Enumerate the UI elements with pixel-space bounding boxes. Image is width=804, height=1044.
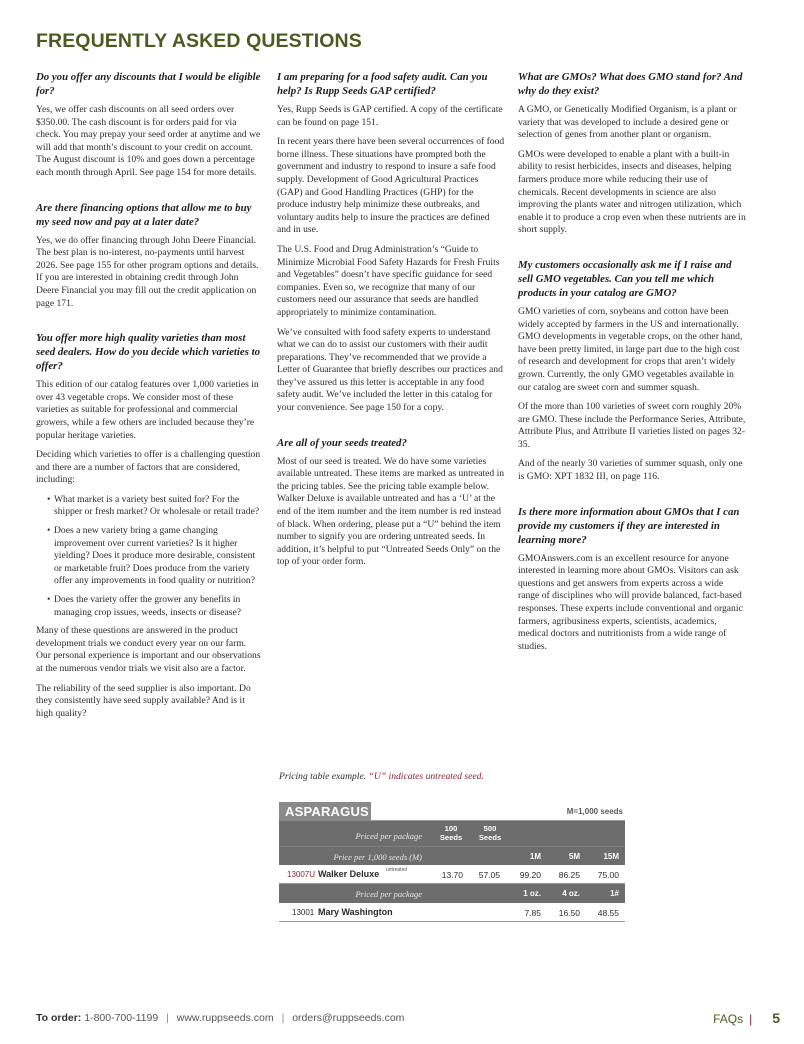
answer-varieties-1: This edition of our catalog features over 1,000 varieties in over 43 vegetable crops. We consider most of these varieties as suitable for professional and commercial growers, while a few others are included because they’re popular heritage varieties. [36,379,259,441]
list-item: • What market is a variety best suited for? For the shipper or fresh market? Or wholesale or retail trade? [48,494,262,519]
table-row [279,821,625,846]
caption-lead: Pricing table example. [279,771,367,782]
question-varieties: You offer more high quality varieties than most seed dealers. How do you decide which varieties to offer? [36,332,261,373]
faq-column-1 [36,70,262,727]
column-header-4oz: 4 oz. [562,889,580,898]
pkg-100-label: 100 [444,824,458,833]
section-label: FAQs [713,1012,744,1026]
price-per-1000-label: Price per 1,000 seeds (M) [333,852,422,862]
answer-gmo-info: GMOAnswers.com is an excellent resource for anyone interested in learning more about GMOs. Visitors can ask questions and get answers from experts across a wide range of disciplines who will provide balanced, fact-based responses. These experts include conventional and organic farmers, agribusiness experts, scientists, academics, medical doctors and nutritionists from a wide range of studies. [518,552,743,652]
priced-per-package-label: Priced per package [355,831,422,841]
variety-name: Walker Deluxe [318,869,380,879]
unit-note: M=1,000 seeds [566,807,623,816]
to-order-label: To order: [36,1012,82,1024]
table-row [279,846,625,865]
answer-varieties-4: The reliability of the seed supplier is also important. Do they consistently have seed supply available? And is it high quality? [36,682,251,719]
price-4oz: 16.50 [558,908,580,918]
caption-note: “U” indicates untreated seed. [368,771,484,782]
column-header-1lb: 1# [610,889,619,898]
table-header [279,802,625,821]
question-discounts: Do you offer any discounts that I would be eligible for? [36,71,261,97]
pricing-table-caption [279,771,484,782]
answer-financing: Yes, we do offer financing through John Deere Financial. The best plan is no-interest, no-payments until harvest 2026. See page 155 for other program options and details. If you are interested in obtaining credit through John Deere Financial you may fill out the credit application on page 171. [36,234,259,309]
untreated-tag: untreated [386,867,408,873]
column-header-5m: 5M [568,852,580,861]
email-link[interactable]: orders@ruppseeds.com [292,1012,405,1024]
column-header-1m: 1M [529,852,541,861]
price-1oz: 7.85 [524,908,541,918]
item-number: 13001 [292,908,315,917]
answer-varieties-2: Deciding which varieties to offer is a challenging question and there are a number of factors that are considered, including: [36,449,261,486]
answer-treated: Most of our seed is treated. We do have some varieties available untreated. These items are marked as untreated in the pricing tables. See the pricing table example below. Walker Deluxe is available untreated and has a ‘U’ at the end of the item number and the item number is red instead of black. When ordering, please put a “U” behind the item number to signify you are ordering untreated seeds. In addition, it’s helpful to put “Untreated Seeds Only” on the top of your order form. [277,455,505,568]
column-header-500-seeds [475,824,505,842]
phone-number[interactable]: 1-800-700-1199 [84,1012,159,1024]
table-row [279,884,625,903]
answer-food-safety-4: We’ve consulted with food safety experts to understand what we can do to assist our customers with their audit preparations. They’ve recommended that we provide a Letter of Guarantee that briefly describes our practices and they’ve assured us this letter is acceptable in any food safety audit. We’ve included the letter in this catalog for your convenience. See page 150 for a copy. [277,326,503,414]
faq-column-2 [277,70,505,576]
pricing-table [279,802,625,922]
question-financing: Are there financing options that allow me to buy my seed now and pay at a later date? [36,201,252,228]
answer-gmo-definition-2: GMOs were developed to enable a plant with a built-in ability to resist herbicides, insects and diseases, helping farmers produce more while reducing their use of chemicals. Recent developments in science are also improving the plants water and nitrogen utilization, which enable it to produce a crop even when these nutrients are in short supply. [518,148,746,236]
answer-varieties-3: Many of these questions are answered in the product development trials we conduct every year on our farm. Our personal experience is important and our observations at the numerous vendor trials we visit also are a factor. [36,625,261,674]
list-item: • Does a new variety bring a game changing improvement over current varieties? Is it higher yielding? Does it produce more desirable, consistent or marketable fruit? Does produce from the variety offer any improvements in food quality or nutrition? [48,525,262,588]
priced-per-package-label: Priced per package [355,889,422,899]
crop-name: ASPARAGUS [279,802,371,821]
price-1lb: 48.55 [597,908,619,918]
seeds-label: Seeds [478,833,502,842]
question-gmo-info: Is there more information about GMOs that I can provide my customers if they are interested in learning more? [518,505,740,546]
page-footer: To order: 1-800-700-1199 | www.ruppseeds.com | orders@ruppseeds.com [36,1012,405,1024]
item-number: 13007U [287,870,316,879]
seeds-label: Seeds [439,833,463,842]
column-header-100-seeds [436,824,466,842]
column-header-15m: 15M [603,852,619,861]
price-5m: 86.25 [558,870,580,880]
answer-gmo-products-2: Of the more than 100 varieties of sweet corn roughly 20% are GMO. These include the Performance Series, Attribute, Attribute Plus, and Attribute II varieties listed on pages 32-35. [518,401,746,450]
table-row [279,865,625,884]
price-15m: 75.00 [597,870,619,880]
answer-gmo-products-3: And of the nearly 30 varieties of summer squash, only one is GMO: XPT 1832 III, on page 116. [518,458,743,483]
question-gmo-products: My customers occasionally ask me if I raise and sell GMO vegetables. Can you tell me which products in your catalog are GMO? [518,258,732,299]
pkg-500-label: 500 [483,824,497,833]
answer-gmo-products-1: GMO varieties of corn, soybeans and cotton have been widely accepted by farmers in the US and internationally. GMO developments in vegetable crops, on the other hand, have been pretty limited, in large part due to the high cost of research and development for crops that aren’t widely grown. Currently, the only GMO vegetables available in our catalog are sweet corn and summer squash. [518,305,743,393]
factor-list [48,494,262,619]
question-food-safety: I am preparing for a food safety audit. Can you help? Is Rupp Seeds GAP certified? [277,71,488,97]
page-number: 5 [772,1010,780,1026]
price-500: 57.05 [478,870,500,880]
price-100: 13.70 [441,870,463,880]
question-treated: Are all of your seeds treated? [277,436,407,449]
price-1m: 99.20 [519,870,541,880]
answer-food-safety-2: In recent years there have been several occurrences of food borne illness. These situations have prompted both the government and industry to respond to insure a safe food supply. Development of Good Agricultural Practices (GAP) and Good Handling Practices (GHP) for the produce industry help minimize these outbreaks, and voluntary audits help to insure the practices are defined and in use. [277,136,505,236]
list-item: • Does the variety offer the grower any benefits in managing crop issues, weeds, insects or disease? [48,594,262,619]
answer-food-safety-3: The U.S. Food and Drug Administration’s “Guide to Minimize Microbial Food Safety Hazards for Fresh Fruits and Vegetables” doesn’t have specific guidance for seed companies. Even so, we recognize that many of our customers need our assurance that seeds are handled appropriately to minimize contamination. [277,243,500,318]
variety-name: Mary Washington [318,907,393,917]
answer-food-safety-1: Yes, Rupp Seeds is GAP certified. A copy of the certificate can be found on page 151. [277,104,503,128]
faq-column-3 [518,70,746,660]
page-indicator: FAQs | 5 [713,1010,780,1026]
answer-gmo-definition-1: A GMO, or Genetically Modified Organism, is a plant or variety that was developed to include a desired gene or selection of genes from another plant or organism. [518,104,737,141]
question-gmo-definition: What are GMOs? What does GMO stand for? And why do they exist? [518,71,743,97]
website-link[interactable]: www.ruppseeds.com [176,1012,274,1024]
column-header-1oz: 1 oz. [523,889,541,898]
table-row [279,903,625,922]
answer-discounts: Yes, we offer cash discounts on all seed orders over $350.00. The cash discount is for orders paid for via check. You may prepay your seed order at anytime and we will add that month’s discount to your credit on account. The August discount is 10% and goes down a percentage each month through April. See page 154 for more details. [36,104,261,178]
page-title: FREQUENTLY ASKED QUESTIONS [36,30,362,52]
